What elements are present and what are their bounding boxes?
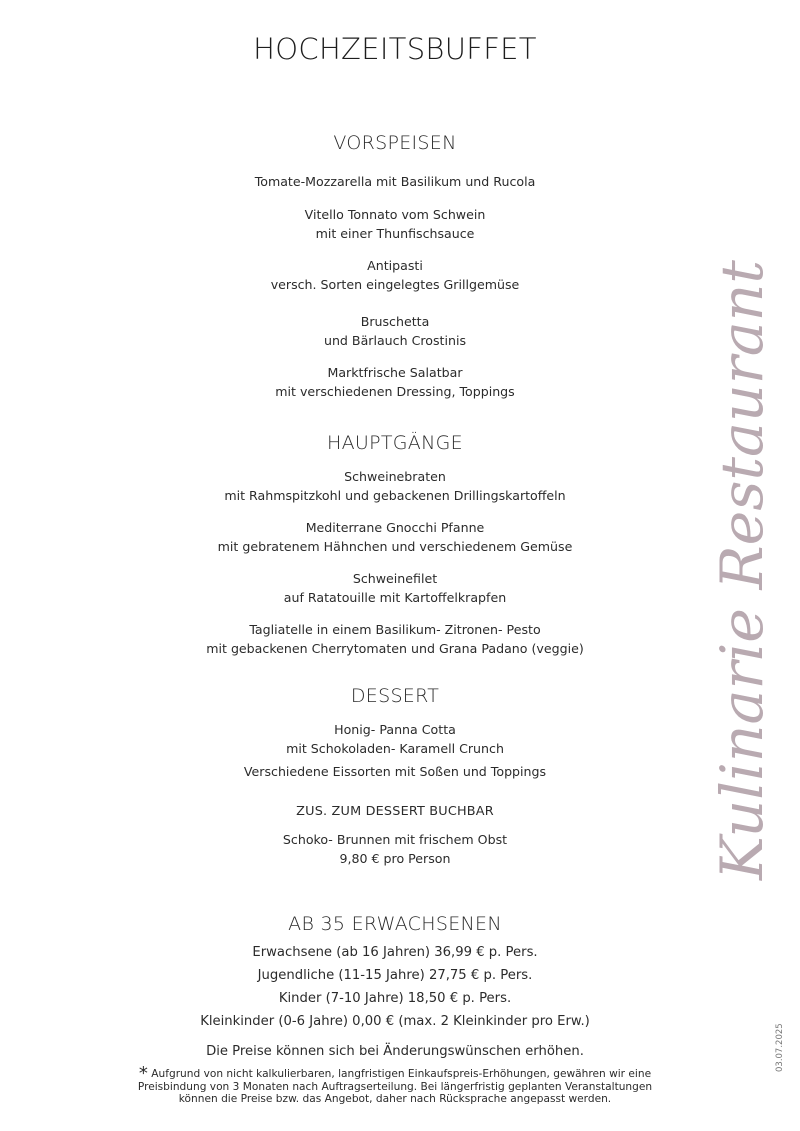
item-line: Bruschetta <box>360 314 430 329</box>
footnote <box>0 1063 790 1106</box>
item-line: Schoko- Brunnen mit frischem Obst <box>282 832 508 847</box>
footnote-line <box>0 1063 790 1084</box>
item-line: Tomate-Mozzarella mit Basilikum und Rucola <box>254 174 536 189</box>
menu-item <box>0 620 790 658</box>
item-line: versch. Sorten eingelegtes Grillgemüse <box>270 277 520 292</box>
dessert-extra-heading: ZUS. ZUM DESSERT BUCHBAR <box>296 804 494 819</box>
item-line: mit gebackenen Cherrytomaten und Grana Padano (veggie) <box>206 641 584 656</box>
item-line: Verschiedene Eissorten mit Soßen und Toppings <box>243 764 547 779</box>
footnote-asterisk: * <box>138 1063 148 1084</box>
item-line: mit gebratenem Hähnchen und verschiedenem Gemüse <box>217 539 573 554</box>
menu-item <box>0 762 790 781</box>
menu-item <box>0 467 790 505</box>
item-line: mit einer Thunfischsauce <box>315 226 475 241</box>
script-logo-text: Kulinarie Restaurant <box>708 266 776 880</box>
section-heading-pricing: AB 35 ERWACHSENEN <box>288 913 502 935</box>
menu-item <box>0 172 790 191</box>
menu-item <box>0 720 790 758</box>
item-line: 9,80 € pro Person <box>339 851 451 866</box>
price-change-note: Die Preise können sich bei Änderungswünschen erhöhen. <box>206 1044 584 1059</box>
kulinarie-restaurant-script-logo <box>680 250 790 890</box>
item-line: Antipasti <box>367 258 423 273</box>
price-line: Erwachsene (ab 16 Jahren) 36,99 € p. Pers. <box>252 945 538 960</box>
menu-item <box>0 830 790 868</box>
menu-item <box>0 256 790 294</box>
item-line: mit Schokoladen- Karamell Crunch <box>286 741 504 756</box>
menu-item <box>0 518 790 556</box>
footnote-line: Preisbindung von 3 Monaten nach Auftragserteilung. Bei längerfristig geplanten Veranstaltungen <box>137 1080 653 1093</box>
menu-item <box>0 205 790 243</box>
item-line: auf Ratatouille mit Kartoffelkrapfen <box>283 590 507 605</box>
item-line: mit verschiedenen Dressing, Toppings <box>275 384 515 399</box>
menu-item <box>0 312 790 350</box>
section-heading-vorspeisen: VORSPEISEN <box>333 132 457 154</box>
page-title: HOCHZEITSBUFFET <box>253 32 537 66</box>
item-line: Schweinefilet <box>352 571 438 586</box>
item-line: Vitello Tonnato vom Schwein <box>304 207 486 222</box>
footnote-text: Aufgrund von nicht kalkulierbaren, langfristigen Einkaufspreis-Erhöhungen, gewähren wir eine <box>151 1068 652 1080</box>
section-heading-hauptgaenge: HAUPTGÄNGE <box>327 432 463 454</box>
item-line: Honig- Panna Cotta <box>334 722 456 737</box>
item-line: Mediterrane Gnocchi Pfanne <box>305 520 485 535</box>
document-date: 03.07.2025 <box>775 1023 785 1072</box>
item-line: Schweinebraten <box>344 469 446 484</box>
footnote-line: können die Preise bzw. das Angebot, daher nach Rücksprache angepasst werden. <box>178 1093 612 1105</box>
price-line: Jugendliche (11-15 Jahre) 27,75 € p. Pers. <box>257 968 533 983</box>
item-line: Tagliatelle in einem Basilikum- Zitronen- Pesto <box>249 622 541 637</box>
section-heading-dessert: DESSERT <box>350 685 440 707</box>
price-line: Kleinkinder (0-6 Jahre) 0,00 € (max. 2 Kleinkinder pro Erw.) <box>200 1014 590 1029</box>
item-line: mit Rahmspitzkohl und gebackenen Drillingskartoffeln <box>224 488 566 503</box>
item-line: Marktfrische Salatbar <box>327 365 463 380</box>
item-line: und Bärlauch Crostinis <box>323 333 467 348</box>
menu-item <box>0 569 790 607</box>
price-line: Kinder (7-10 Jahre) 18,50 € p. Pers. <box>278 991 512 1006</box>
menu-item <box>0 363 790 401</box>
